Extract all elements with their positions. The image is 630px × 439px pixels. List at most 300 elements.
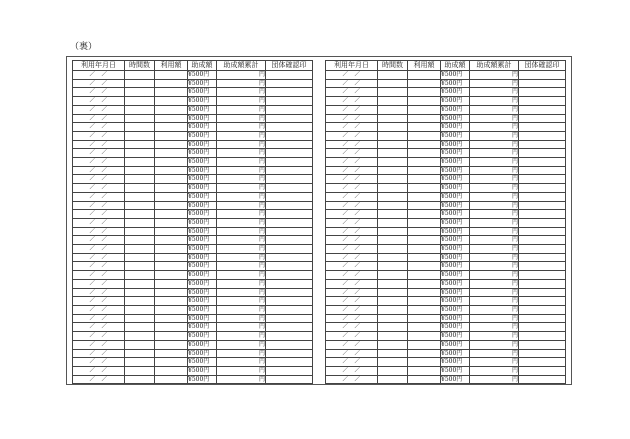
usage-amount-cell: [408, 97, 441, 106]
header-confirmation-seal: 団体確認印: [519, 61, 566, 71]
subsidy-cell: ¥500円: [441, 158, 470, 167]
hours-cell: [125, 149, 155, 158]
confirmation-seal-cell: [519, 114, 566, 123]
hours-cell: [125, 245, 155, 254]
date-cell: ／ ／: [73, 227, 125, 236]
usage-amount-cell: [408, 288, 441, 297]
hours-cell: [378, 210, 408, 219]
subsidy-cell: ¥500円: [188, 218, 217, 227]
hours-cell: [125, 288, 155, 297]
cumulative-cell: 円: [217, 227, 266, 236]
usage-amount-cell: [408, 323, 441, 332]
subsidy-cell: ¥500円: [188, 131, 217, 140]
date-cell: ／ ／: [326, 358, 378, 367]
cumulative-cell: 円: [470, 245, 519, 254]
date-cell: ／ ／: [326, 192, 378, 201]
usage-record-table-left: [72, 60, 313, 384]
table-row: [73, 175, 313, 184]
table-row: [73, 192, 313, 201]
confirmation-seal-cell: [266, 149, 313, 158]
confirmation-seal-cell: [519, 218, 566, 227]
subsidy-cell: ¥500円: [188, 305, 217, 314]
confirmation-seal-cell: [519, 227, 566, 236]
cumulative-cell: 円: [470, 323, 519, 332]
subsidy-cell: ¥500円: [188, 332, 217, 341]
table-row: [326, 288, 566, 297]
cumulative-cell: 円: [217, 123, 266, 132]
subsidy-cell: ¥500円: [441, 218, 470, 227]
cumulative-cell: 円: [217, 201, 266, 210]
hours-cell: [378, 314, 408, 323]
usage-amount-cell: [155, 105, 188, 114]
hours-cell: [378, 192, 408, 201]
date-cell: ／ ／: [73, 375, 125, 384]
table-row: [73, 140, 313, 149]
table-row: [73, 332, 313, 341]
date-cell: ／ ／: [73, 105, 125, 114]
hours-cell: [125, 297, 155, 306]
confirmation-seal-cell: [519, 236, 566, 245]
subsidy-cell: ¥500円: [188, 184, 217, 193]
subsidy-cell: ¥500円: [188, 340, 217, 349]
hours-cell: [125, 375, 155, 384]
usage-amount-cell: [155, 279, 188, 288]
table-row: [73, 97, 313, 106]
table-row: [326, 236, 566, 245]
table-row: [73, 279, 313, 288]
usage-amount-cell: [155, 227, 188, 236]
date-cell: ／ ／: [73, 245, 125, 254]
subsidy-cell: ¥500円: [441, 288, 470, 297]
cumulative-cell: 円: [470, 166, 519, 175]
subsidy-cell: ¥500円: [188, 210, 217, 219]
table-row: [73, 358, 313, 367]
usage-amount-cell: [408, 340, 441, 349]
usage-amount-cell: [155, 79, 188, 88]
date-cell: ／ ／: [326, 166, 378, 175]
hours-cell: [125, 305, 155, 314]
subsidy-cell: ¥500円: [188, 123, 217, 132]
table-row: [326, 253, 566, 262]
confirmation-seal-cell: [266, 114, 313, 123]
date-cell: ／ ／: [73, 184, 125, 193]
hours-cell: [125, 123, 155, 132]
hours-cell: [378, 175, 408, 184]
date-cell: ／ ／: [326, 262, 378, 271]
table-row: [73, 323, 313, 332]
hours-cell: [125, 114, 155, 123]
cumulative-cell: 円: [217, 71, 266, 80]
confirmation-seal-cell: [266, 297, 313, 306]
date-cell: ／ ／: [73, 71, 125, 80]
hours-cell: [125, 262, 155, 271]
subsidy-cell: ¥500円: [441, 166, 470, 175]
table-row: [326, 227, 566, 236]
cumulative-cell: 円: [470, 131, 519, 140]
confirmation-seal-cell: [266, 305, 313, 314]
table-row: [73, 131, 313, 140]
usage-amount-cell: [408, 166, 441, 175]
subsidy-cell: ¥500円: [441, 349, 470, 358]
confirmation-seal-cell: [519, 314, 566, 323]
date-cell: ／ ／: [73, 349, 125, 358]
date-cell: ／ ／: [326, 149, 378, 158]
table-row: [73, 236, 313, 245]
usage-amount-cell: [155, 314, 188, 323]
confirmation-seal-cell: [519, 262, 566, 271]
usage-amount-cell: [155, 218, 188, 227]
table-row: [326, 158, 566, 167]
confirmation-seal-cell: [266, 105, 313, 114]
header-usage-date: 利用年月日: [73, 61, 125, 71]
subsidy-cell: ¥500円: [188, 358, 217, 367]
confirmation-seal-cell: [519, 305, 566, 314]
hours-cell: [378, 105, 408, 114]
confirmation-seal-cell: [519, 88, 566, 97]
cumulative-cell: 円: [470, 253, 519, 262]
date-cell: ／ ／: [73, 175, 125, 184]
hours-cell: [378, 71, 408, 80]
usage-amount-cell: [155, 166, 188, 175]
hours-cell: [378, 218, 408, 227]
confirmation-seal-cell: [266, 245, 313, 254]
subsidy-cell: ¥500円: [441, 375, 470, 384]
date-cell: ／ ／: [326, 314, 378, 323]
usage-amount-cell: [155, 305, 188, 314]
subsidy-cell: ¥500円: [188, 79, 217, 88]
date-cell: ／ ／: [73, 305, 125, 314]
table-row: [326, 201, 566, 210]
confirmation-seal-cell: [519, 192, 566, 201]
usage-amount-cell: [408, 149, 441, 158]
date-cell: ／ ／: [326, 227, 378, 236]
table-row: [326, 88, 566, 97]
subsidy-cell: ¥500円: [441, 279, 470, 288]
usage-amount-cell: [408, 79, 441, 88]
table-row: [73, 314, 313, 323]
date-cell: ／ ／: [326, 323, 378, 332]
date-cell: ／ ／: [326, 71, 378, 80]
table-row: [326, 305, 566, 314]
usage-amount-cell: [408, 236, 441, 245]
subsidy-cell: ¥500円: [441, 71, 470, 80]
cumulative-cell: 円: [217, 236, 266, 245]
subsidy-cell: ¥500円: [441, 140, 470, 149]
header-confirmation-seal: 団体確認印: [266, 61, 313, 71]
usage-amount-cell: [408, 271, 441, 280]
usage-amount-cell: [155, 97, 188, 106]
date-cell: ／ ／: [73, 158, 125, 167]
confirmation-seal-cell: [266, 184, 313, 193]
date-cell: ／ ／: [73, 114, 125, 123]
date-cell: ／ ／: [73, 97, 125, 106]
hours-cell: [378, 131, 408, 140]
table-row: [326, 166, 566, 175]
hours-cell: [378, 297, 408, 306]
header-usage-date: 利用年月日: [326, 61, 378, 71]
subsidy-cell: ¥500円: [188, 262, 217, 271]
confirmation-seal-cell: [519, 375, 566, 384]
usage-amount-cell: [408, 114, 441, 123]
confirmation-seal-cell: [519, 79, 566, 88]
subsidy-cell: ¥500円: [441, 201, 470, 210]
table-row: [326, 175, 566, 184]
confirmation-seal-cell: [519, 166, 566, 175]
subsidy-cell: ¥500円: [188, 149, 217, 158]
table-row: [73, 166, 313, 175]
usage-amount-cell: [408, 297, 441, 306]
confirmation-seal-cell: [519, 323, 566, 332]
table-row: [326, 297, 566, 306]
table-row: [73, 288, 313, 297]
confirmation-seal-cell: [519, 175, 566, 184]
usage-amount-cell: [408, 184, 441, 193]
date-cell: ／ ／: [326, 297, 378, 306]
table-row: [73, 79, 313, 88]
hours-cell: [378, 375, 408, 384]
subsidy-cell: ¥500円: [441, 175, 470, 184]
hours-cell: [378, 288, 408, 297]
usage-amount-cell: [408, 140, 441, 149]
confirmation-seal-cell: [519, 184, 566, 193]
confirmation-seal-cell: [519, 140, 566, 149]
date-cell: ／ ／: [73, 314, 125, 323]
confirmation-seal-cell: [266, 123, 313, 132]
table-row: [73, 218, 313, 227]
date-cell: ／ ／: [73, 131, 125, 140]
table-row: [326, 375, 566, 384]
date-cell: ／ ／: [73, 210, 125, 219]
hours-cell: [125, 314, 155, 323]
confirmation-seal-cell: [519, 158, 566, 167]
hours-cell: [125, 131, 155, 140]
cumulative-cell: 円: [470, 97, 519, 106]
table-body-right: [326, 71, 566, 384]
cumulative-cell: 円: [470, 210, 519, 219]
cumulative-cell: 円: [470, 305, 519, 314]
usage-record-table-right: [325, 60, 566, 384]
table-row: [326, 210, 566, 219]
header-subsidy: 助成額: [188, 61, 217, 71]
date-cell: ／ ／: [73, 297, 125, 306]
date-cell: ／ ／: [326, 210, 378, 219]
hours-cell: [378, 279, 408, 288]
usage-amount-cell: [408, 210, 441, 219]
cumulative-cell: 円: [470, 262, 519, 271]
cumulative-cell: 円: [470, 279, 519, 288]
cumulative-cell: 円: [470, 175, 519, 184]
cumulative-cell: 円: [470, 271, 519, 280]
hours-cell: [378, 123, 408, 132]
usage-amount-cell: [155, 262, 188, 271]
confirmation-seal-cell: [266, 314, 313, 323]
hours-cell: [378, 245, 408, 254]
hours-cell: [378, 366, 408, 375]
confirmation-seal-cell: [519, 97, 566, 106]
cumulative-cell: 円: [470, 105, 519, 114]
table-row: [73, 105, 313, 114]
cumulative-cell: 円: [217, 184, 266, 193]
table-row: [73, 271, 313, 280]
confirmation-seal-cell: [519, 105, 566, 114]
subsidy-cell: ¥500円: [441, 184, 470, 193]
hours-cell: [378, 97, 408, 106]
table-row: [326, 358, 566, 367]
table-row: [73, 375, 313, 384]
cumulative-cell: 円: [217, 340, 266, 349]
table-row: [73, 366, 313, 375]
confirmation-seal-cell: [519, 288, 566, 297]
cumulative-cell: 円: [217, 323, 266, 332]
hours-cell: [378, 184, 408, 193]
subsidy-cell: ¥500円: [188, 201, 217, 210]
subsidy-cell: ¥500円: [441, 314, 470, 323]
date-cell: ／ ／: [73, 262, 125, 271]
cumulative-cell: 円: [217, 245, 266, 254]
cumulative-cell: 円: [217, 332, 266, 341]
cumulative-cell: 円: [470, 201, 519, 210]
hours-cell: [125, 227, 155, 236]
date-cell: ／ ／: [73, 288, 125, 297]
subsidy-cell: ¥500円: [441, 340, 470, 349]
hours-cell: [125, 201, 155, 210]
usage-amount-cell: [408, 123, 441, 132]
date-cell: ／ ／: [73, 166, 125, 175]
hours-cell: [125, 218, 155, 227]
date-cell: ／ ／: [73, 236, 125, 245]
usage-amount-cell: [408, 175, 441, 184]
hours-cell: [378, 114, 408, 123]
subsidy-cell: ¥500円: [188, 158, 217, 167]
date-cell: ／ ／: [326, 79, 378, 88]
date-cell: ／ ／: [73, 192, 125, 201]
usage-amount-cell: [408, 201, 441, 210]
subsidy-cell: ¥500円: [441, 262, 470, 271]
confirmation-seal-cell: [266, 140, 313, 149]
confirmation-seal-cell: [519, 123, 566, 132]
hours-cell: [378, 262, 408, 271]
hours-cell: [125, 192, 155, 201]
date-cell: ／ ／: [326, 375, 378, 384]
cumulative-cell: 円: [470, 184, 519, 193]
confirmation-seal-cell: [266, 131, 313, 140]
confirmation-seal-cell: [519, 332, 566, 341]
cumulative-cell: 円: [217, 210, 266, 219]
cumulative-cell: 円: [470, 288, 519, 297]
date-cell: ／ ／: [73, 79, 125, 88]
cumulative-cell: 円: [470, 297, 519, 306]
subsidy-cell: ¥500円: [188, 271, 217, 280]
cumulative-cell: 円: [217, 305, 266, 314]
cumulative-cell: 円: [217, 175, 266, 184]
hours-cell: [378, 349, 408, 358]
subsidy-cell: ¥500円: [188, 192, 217, 201]
usage-amount-cell: [155, 71, 188, 80]
confirmation-seal-cell: [266, 166, 313, 175]
subsidy-cell: ¥500円: [441, 323, 470, 332]
usage-amount-cell: [155, 323, 188, 332]
cumulative-cell: 円: [470, 192, 519, 201]
hours-cell: [378, 340, 408, 349]
usage-amount-cell: [408, 192, 441, 201]
table-row: [73, 149, 313, 158]
hours-cell: [125, 253, 155, 262]
subsidy-cell: ¥500円: [441, 332, 470, 341]
cumulative-cell: 円: [470, 88, 519, 97]
hours-cell: [125, 105, 155, 114]
hours-cell: [378, 88, 408, 97]
subsidy-cell: ¥500円: [441, 366, 470, 375]
date-cell: ／ ／: [326, 158, 378, 167]
usage-amount-cell: [155, 358, 188, 367]
cumulative-cell: 円: [470, 79, 519, 88]
confirmation-seal-cell: [266, 71, 313, 80]
cumulative-cell: 円: [217, 218, 266, 227]
usage-amount-cell: [155, 192, 188, 201]
usage-amount-cell: [155, 158, 188, 167]
cumulative-cell: 円: [217, 279, 266, 288]
hours-cell: [125, 279, 155, 288]
usage-amount-cell: [408, 279, 441, 288]
subsidy-cell: ¥500円: [188, 323, 217, 332]
usage-amount-cell: [155, 236, 188, 245]
date-cell: ／ ／: [326, 123, 378, 132]
table-row: [73, 253, 313, 262]
subsidy-cell: ¥500円: [441, 305, 470, 314]
confirmation-seal-cell: [266, 271, 313, 280]
date-cell: ／ ／: [326, 279, 378, 288]
confirmation-seal-cell: [266, 218, 313, 227]
header-row: [326, 61, 566, 71]
header-hours: 時間数: [378, 61, 408, 71]
confirmation-seal-cell: [266, 358, 313, 367]
cumulative-cell: 円: [470, 358, 519, 367]
subsidy-cell: ¥500円: [188, 279, 217, 288]
cumulative-cell: 円: [217, 349, 266, 358]
date-cell: ／ ／: [326, 114, 378, 123]
subsidy-cell: ¥500円: [441, 97, 470, 106]
usage-amount-cell: [155, 288, 188, 297]
hours-cell: [125, 358, 155, 367]
hours-cell: [125, 79, 155, 88]
usage-amount-cell: [155, 210, 188, 219]
date-cell: ／ ／: [73, 323, 125, 332]
date-cell: ／ ／: [73, 340, 125, 349]
confirmation-seal-cell: [519, 358, 566, 367]
cumulative-cell: 円: [217, 375, 266, 384]
table-row: [73, 71, 313, 80]
hours-cell: [125, 158, 155, 167]
usage-amount-cell: [408, 262, 441, 271]
usage-amount-cell: [408, 245, 441, 254]
cumulative-cell: 円: [217, 297, 266, 306]
header-row: [73, 61, 313, 71]
confirmation-seal-cell: [266, 262, 313, 271]
table-row: [73, 349, 313, 358]
usage-amount-cell: [155, 375, 188, 384]
cumulative-cell: 円: [470, 236, 519, 245]
date-cell: ／ ／: [326, 175, 378, 184]
table-row: [326, 245, 566, 254]
subsidy-cell: ¥500円: [188, 166, 217, 175]
usage-amount-cell: [155, 253, 188, 262]
usage-amount-cell: [408, 218, 441, 227]
table-row: [326, 71, 566, 80]
subsidy-cell: ¥500円: [441, 88, 470, 97]
confirmation-seal-cell: [519, 131, 566, 140]
subsidy-cell: ¥500円: [441, 131, 470, 140]
subsidy-cell: ¥500円: [188, 288, 217, 297]
